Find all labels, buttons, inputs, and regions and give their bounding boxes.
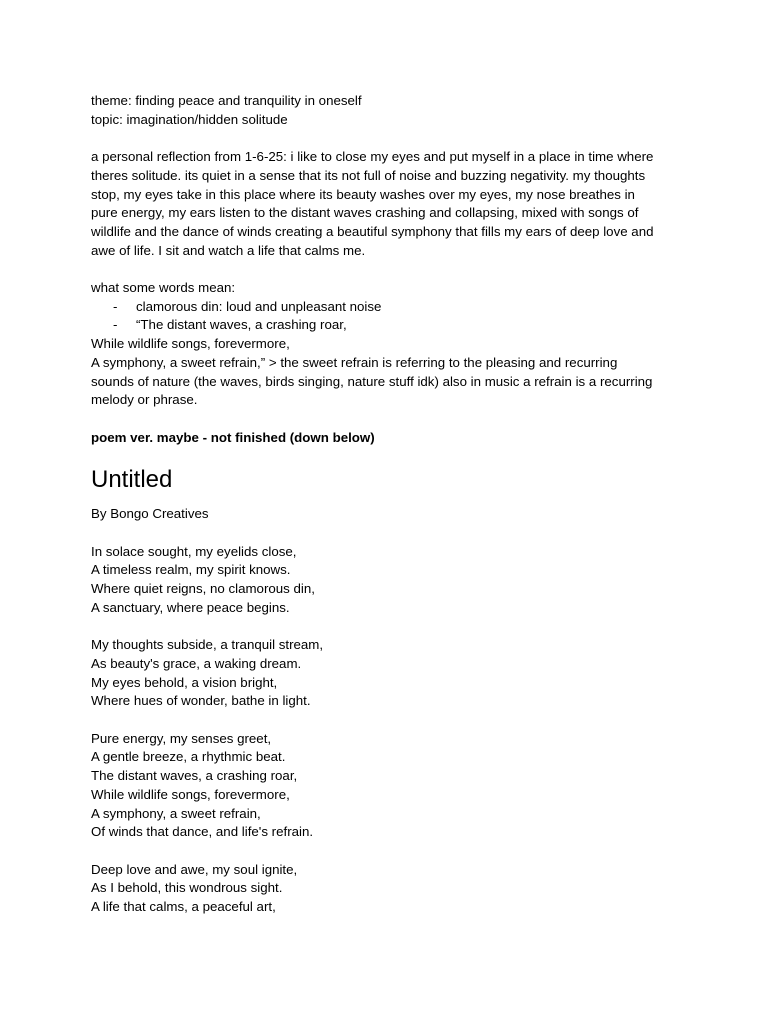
poem-line: My eyes behold, a vision bright, [91,674,278,690]
poem-line: In solace sought, my eyelids close, [91,543,297,559]
meanings-continuation-line: sounds of nature (the waves, birds singing, nature stuff idk) also in music a refrain is a recurring [91,373,653,389]
poem-byline: By Bongo Creatives [91,506,209,522]
poem-line: My thoughts subside, a tranquil stream, [91,637,324,653]
poem-line: While wildlife songs, forevermore, [91,786,290,802]
poem-line: Where hues of wonder, bathe in light. [91,693,311,709]
list-item-text: “The distant waves, a crashing roar, [136,317,347,333]
reflection-line: a personal reflection from 1-6-25: i like to close my eyes and put myself in a place in time where [91,149,654,165]
poem-stanza [91,543,691,618]
document-page [91,92,691,917]
word-meanings-section [91,279,691,410]
reflection-line: pure energy, my ears listen to the distant waves crashing and collapsing, mixed with songs of [91,205,639,221]
poem-title: Untitled [91,466,173,494]
list-item [91,316,691,335]
reflection-line: awe of life. I sit and watch a life that calms me. [91,242,366,258]
header-block [91,92,691,129]
blank-line [91,410,691,429]
reflection-line: theres solitude. its quiet in a sense that its not full of noise and buzzing negativity. my thoughts [91,167,646,183]
reflection-paragraph [91,148,691,260]
blank-line [91,842,691,861]
reflection-line: stop, my eyes take in this place where its beauty washes over my eyes, my nose breathes in [91,186,635,202]
poem-note: poem ver. maybe - not finished (down below) [91,429,375,445]
meanings-continuation-line: A symphony, a sweet refrain,” > the sweet refrain is referring to the pleasing and recurring [91,354,618,370]
poem-line: A gentle breeze, a rhythmic beat. [91,749,286,765]
meanings-continuation-line: While wildlife songs, forevermore, [91,336,290,352]
blank-line [91,524,691,543]
meanings-heading: what some words mean: [91,280,236,295]
poem-line: Pure energy, my senses greet, [91,730,272,746]
blank-line [91,618,691,637]
theme-line: theme: finding peace and tranquility in oneself [91,93,362,108]
poem-line: As beauty's grace, a waking dream. [91,655,302,671]
reflection-line: wildlife and the dance of winds creating a beautiful symphony that fills my ears of deep love and [91,223,654,239]
blank-line [91,260,691,279]
poem-line: Deep love and awe, my soul ignite, [91,861,298,877]
dash-bullet-icon: - [113,298,118,314]
blank-line [91,129,691,148]
list-item [91,298,691,317]
poem-line: Where quiet reigns, no clamorous din, [91,581,315,597]
blank-line [91,711,691,730]
topic-line: topic: imagination/hidden solitude [91,111,288,127]
poem-line: A sanctuary, where peace begins. [91,599,290,615]
poem-line: As I behold, this wondrous sight. [91,880,283,896]
poem-line: A timeless realm, my spirit knows. [91,562,291,578]
poem-line: The distant waves, a crashing roar, [91,768,298,784]
poem-stanza [91,730,691,842]
poem-line: A life that calms, a peaceful art, [91,899,276,915]
poem-line: A symphony, a sweet refrain, [91,805,261,821]
poem-line: Of winds that dance, and life's refrain. [91,824,314,840]
meanings-continuation-line: melody or phrase. [91,392,198,408]
meanings-list [91,298,691,335]
poem-stanza [91,861,691,917]
list-item-text: clamorous din: loud and unpleasant noise [136,298,382,314]
dash-bullet-icon: - [113,317,118,333]
poem-stanza [91,636,691,711]
